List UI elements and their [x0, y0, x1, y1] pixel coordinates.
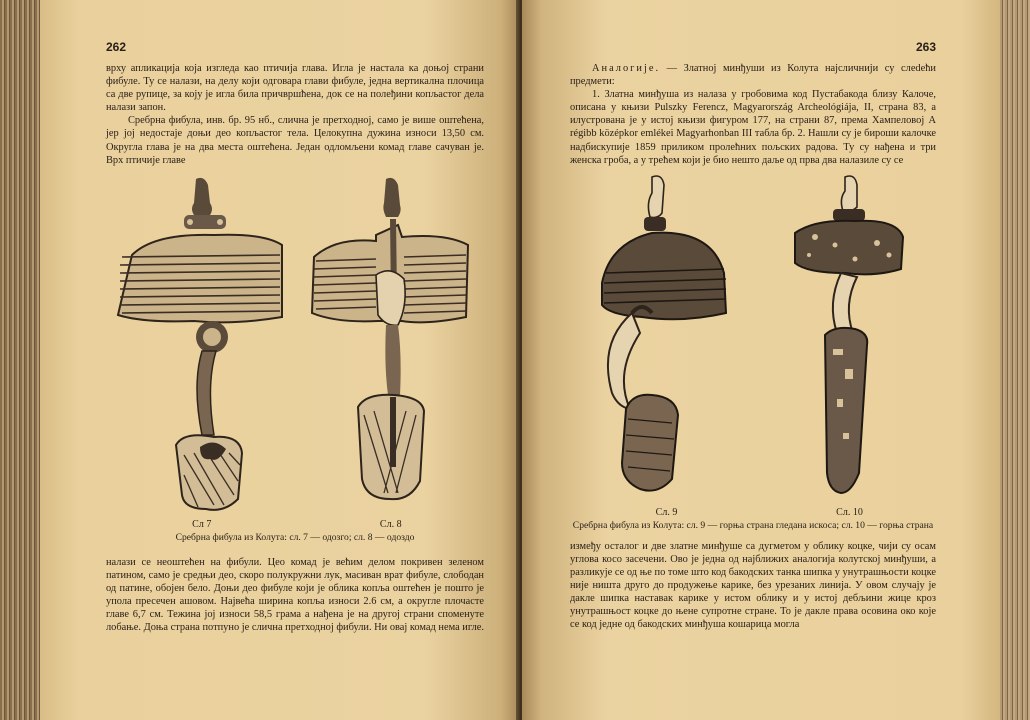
right-page — [522, 0, 1000, 720]
analogies-heading-word: Аналогије. — [592, 63, 661, 74]
right-heading-paragraph — [570, 62, 936, 88]
left-figures — [106, 175, 484, 530]
figure-9 — [592, 173, 742, 518]
left-top-paragraph: врху апликација која изгледа као птичија глава. Игла је настала ка доњој страни фибуле. Ту се налази, на делу који одговара глави фибуле, једна вертикална плочица са две рупице, за коју је игла била причвршћена, док се на полеђини копљастог дела налази запон. — [106, 63, 484, 114]
figure-9-label: Сл. 9 — [655, 506, 678, 518]
book-page-edges-right — [1000, 0, 1030, 720]
page-number-left: 262 — [106, 40, 127, 54]
figure-8 — [306, 175, 476, 530]
left-figure-caption: Сребрна фибула из Колута: сл. 7 — одозго; сл. 8 — одоздо — [175, 531, 415, 543]
figure-7-label: Сл 7 — [192, 518, 212, 530]
figure-10 — [785, 173, 915, 518]
left-bottom-paragraph: налази се неоштећен на фибули. Цео комад је већим делом покривен зеленом патином, само је средњи део, скоро полукружни лук, масиван врат фибуле, слободан од патине, обојен бело. Доњи део фибуле који је облика копља оштећен је пошто је упола пресечен ашовом. Највећа ширина копља износи 2.6 см, а округле плочасте главе 6,7 см. Тежина јој износи 58,5 грама а нађена је на другој страни споменуте лобање. Доња страна потпуно је слична претходној фибули. Ни овај комад нема игле. — [106, 556, 484, 634]
figure-7 — [114, 175, 289, 530]
right-figure-caption: Сребрна фибула из Колута: сл. 9 — горња страна гледана искоса; сл. 10 — горња страна — [572, 519, 934, 531]
figure-10-label: Сл. 10 — [836, 506, 863, 518]
left-second-paragraph: Сребрна фибула, инв. бр. 95 нб., слична је претходној, само је више оштећена, јер јој недостаје доњи део копљастог тела. Целокупна дужина износи 13,50 см. Округла глава је на два места оштећена. Један одломљени комад главе сачуван је. Врх птичије главе — [106, 115, 484, 166]
fibula-drawing-top-side — [785, 173, 915, 503]
left-page — [40, 0, 520, 720]
right-bottom-paragraph: између осталог и две златне минђуше са дугметом у облику коцке, чији су осам углова косо засечени. Ово је једна од најближих аналогија колутској минђуши, а разликује се од ње по томе што код бакодских танка шипка у унутрашњости коцке није ништа друго до продужење карике, без урезаних линија. У овом случају је дакле шипка наставак карике у истом облику и у истој дебљини жице кроз унутрашњост коцке до њене супротне стране. То је дакле права осовина око које се код једне од бакодских минђуша кошарица могла — [570, 540, 936, 631]
fibula-drawing-top-view — [114, 175, 289, 515]
fibula-drawing-oblique-view — [592, 173, 742, 503]
analogies-heading-rest: — Златној минђуши из Колута најсличнији су слedeћи предмети: — [570, 63, 936, 88]
figure-8-label: Сл. 8 — [379, 518, 402, 530]
page-number-right: 263 — [915, 40, 936, 54]
right-figures — [570, 173, 936, 518]
right-first-paragraph: 1. Златна минђуша из налаза у гробовима код Пустабакода близу Калоче, описана у књизи Pulszky Ferencz, Magyarország Archeológiája, II, страна 83, а илустрована је у истој књизи фигуром 177, на страни 87, према Хампеловој A régibb középkor emlékei Magyarhonban III табла бр. 2. Нашли су је бироши калочке надбискупије 1859 приликом пролећних пољских радова. Ту су нађена и три женска гроба, а у трећем који је био нешто даље од прва два налазиле су се — [570, 89, 936, 166]
fibula-drawing-bottom-view — [306, 175, 476, 515]
